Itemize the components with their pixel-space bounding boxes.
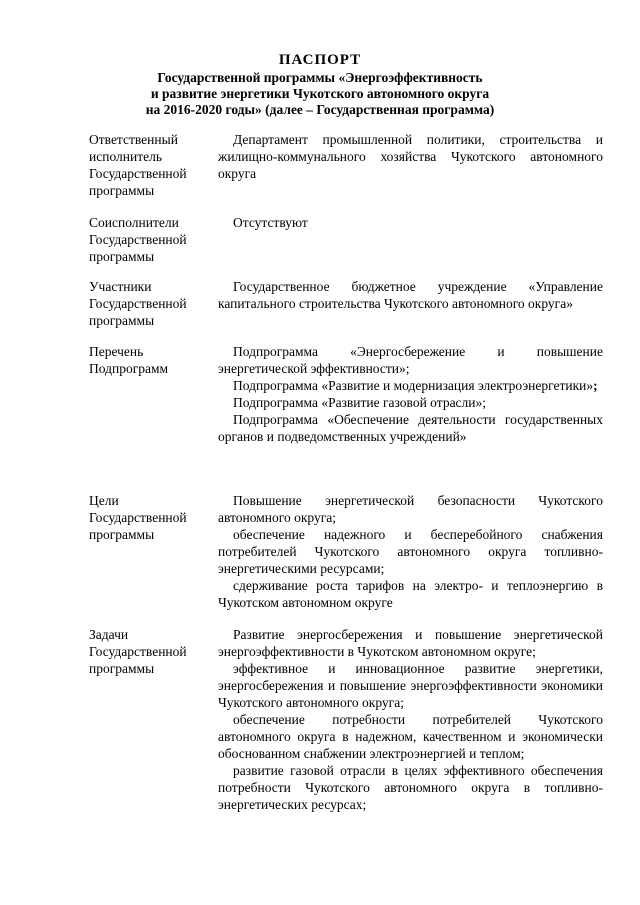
row-content	[218, 131, 603, 182]
row-label: Соисполнители Государственной программы	[89, 215, 187, 264]
row-paragraph: Подпрограмма «Обеспечение деятельности государственных органов и подведомственных учреждений»	[218, 412, 603, 444]
document-title: ПАСПОРТ	[278, 52, 362, 68]
program-name-line-1: Государственной программы «Энергоэффективность	[157, 70, 483, 85]
row-content	[218, 278, 603, 312]
row-paragraph: Подпрограмма «Развитие и модернизация электроэнергетики»;	[233, 378, 598, 393]
row-label: Участники Государственной программы	[89, 279, 187, 328]
row-paragraph: Подпрограмма «Энергосбережение и повышение энергетической эффективности»;	[218, 344, 603, 376]
row-content	[218, 343, 603, 445]
row-paragraph: Подпрограмма «Развитие газовой отрасли»;	[233, 395, 487, 410]
row-paragraph: обеспечение надежного и бесперебойного снабжения потребителей Чукотского автономного округа топливно-энергетическими ресурсами;	[218, 527, 603, 576]
row-content	[218, 214, 603, 231]
program-name-line-2: и развитие энергетики Чукотского автономного округа	[150, 86, 490, 101]
row-label: Задачи Государственной программы	[89, 627, 187, 676]
row-paragraph: Государственное бюджетное учреждение «Управление капитального строительства Чукотского автономного округа»	[218, 279, 603, 311]
row-content	[218, 492, 603, 611]
row-paragraph: Повышение энергетической безопасности Чукотского автономного округа;	[218, 493, 603, 525]
row-label: Ответственный исполнитель Государственной программы	[89, 132, 187, 198]
row-paragraph: обеспечение потребности потребителей Чукотского автономного округа в надежном, качественном и экономически обоснованном снабжении электроэнергией и теплом;	[218, 712, 603, 761]
row-paragraph: Департамент промышленной политики, строительства и жилищно-коммунального хозяйства Чукотского автономного округа	[218, 132, 603, 181]
row-content	[218, 626, 603, 813]
row-paragraph: эффективное и инновационное развитие энергетики, энергосбережения и повышение энергоэффективности экономики Чукотского автономного округа;	[218, 661, 603, 710]
program-name-line-3: на 2016-2020 годы» (далее – Государственная программа)	[145, 102, 495, 117]
row-paragraph: Отсутствуют	[233, 215, 308, 230]
row-label: Перечень Подпрограмм	[89, 344, 169, 376]
row-paragraph: Развитие энергосбережения и повышение энергетической энергоэффективности в Чукотском автономном округе;	[218, 627, 603, 659]
row-paragraph: сдерживание роста тарифов на электро- и теплоэнергию в Чукотском автономном округе	[218, 578, 603, 610]
row-label: Цели Государственной программы	[89, 493, 187, 542]
row-paragraph: развитие газовой отрасли в целях эффективного обеспечения потребности Чукотского автономного округа в топливно-энергетических ресурсах;	[218, 763, 603, 812]
